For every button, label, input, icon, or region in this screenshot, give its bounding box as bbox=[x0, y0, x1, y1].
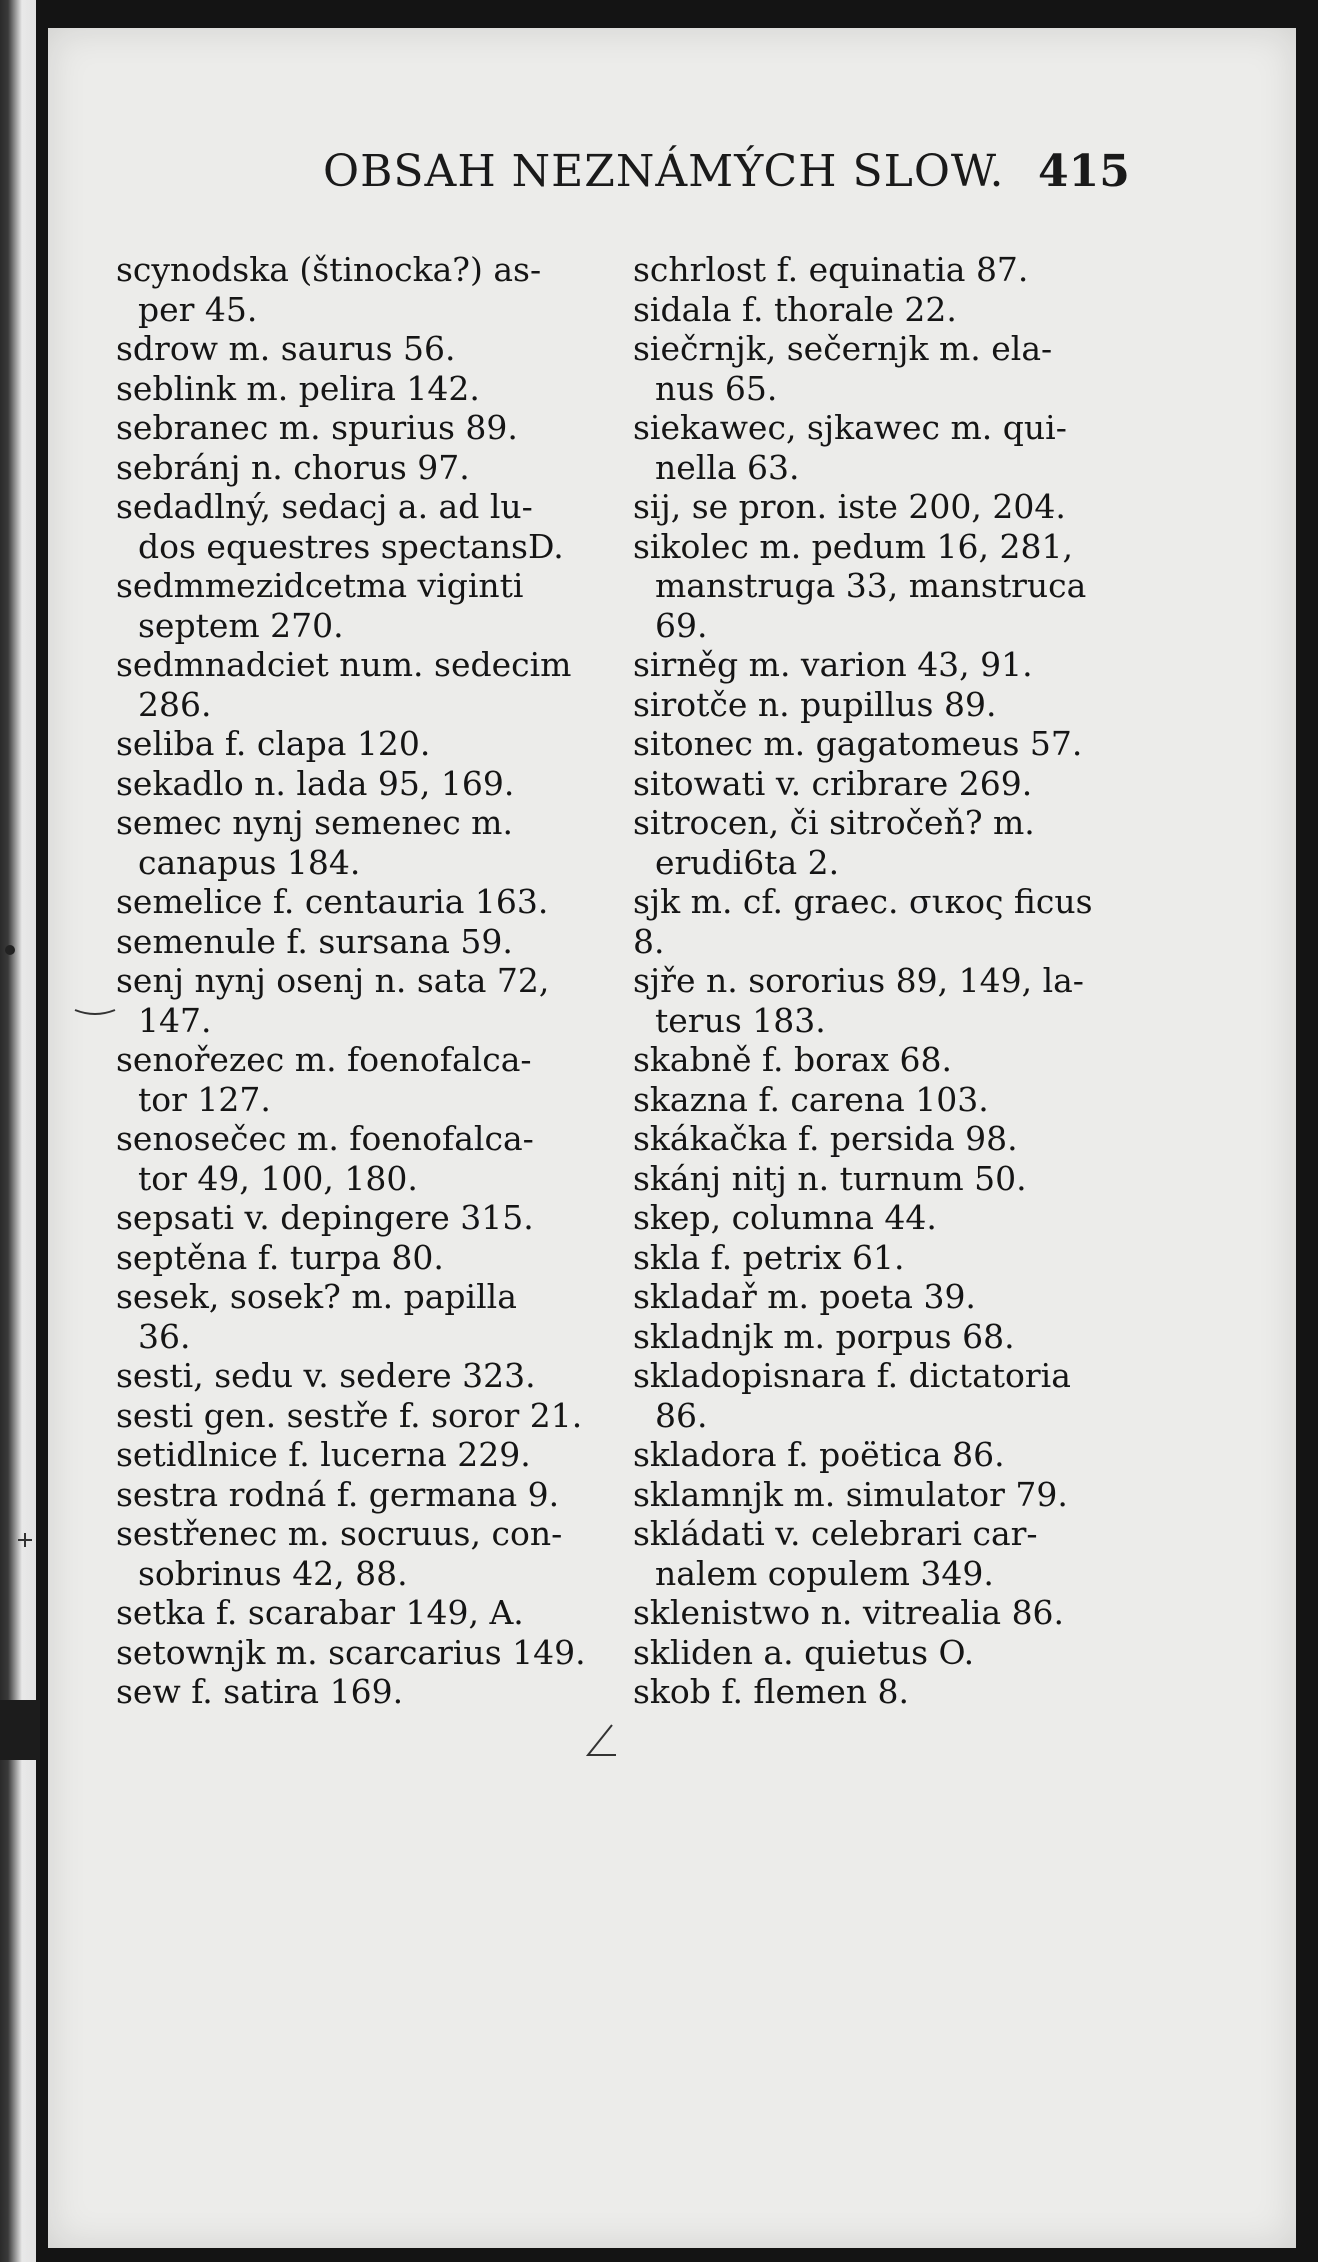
left-entry-line: 36. bbox=[138, 1316, 191, 1356]
left-entry-line: septěna f. turpa 80. bbox=[116, 1237, 444, 1277]
right-entry-line: skep, columna 44. bbox=[633, 1198, 937, 1237]
right-entry-line: skládati v. celebrari car- bbox=[633, 1514, 1038, 1553]
left-entry-line: sedmmezidcetma viginti bbox=[116, 566, 524, 605]
right-entry-line: skladora f. poëtica 86. bbox=[633, 1435, 1005, 1474]
left-entry-line: septem 270. bbox=[138, 605, 344, 645]
left-entry-line: 286. bbox=[138, 684, 212, 724]
right-entry-line: erudi6ta 2. bbox=[655, 842, 840, 882]
left-entry-line: 147. bbox=[138, 1000, 212, 1040]
page-number: 415 bbox=[1038, 146, 1130, 197]
right-entry-line: sitrocen, či sitročeň? m. bbox=[633, 803, 1035, 842]
left-entry-line: scynodska (štinocka?) as- bbox=[116, 250, 542, 289]
left-entry-line: sebranec m. spurius 89. bbox=[116, 408, 518, 447]
right-entry-line: sitowati v. cribrare 269. bbox=[633, 763, 1033, 803]
left-entry-line: sedmnadciet num. sedecim bbox=[116, 645, 572, 684]
right-entry-line: 69. bbox=[655, 605, 708, 645]
left-entry-line: sebránj n. chorus 97. bbox=[116, 447, 470, 487]
right-entry-line: skladnjk m. porpus 68. bbox=[633, 1316, 1015, 1356]
right-entry-line: skabně f. borax 68. bbox=[633, 1040, 953, 1079]
left-entry-line: sepsati v. depingere 315. bbox=[116, 1198, 534, 1237]
left-entry-line: senořezec m. foenofalca- bbox=[116, 1040, 532, 1079]
right-entry-line: nella 63. bbox=[655, 447, 800, 487]
left-entry-line: sesek, sosek? m. papilla bbox=[116, 1277, 517, 1316]
book-page bbox=[48, 28, 1296, 2248]
left-entry-line: senj nynj osenj n. sata 72, bbox=[116, 961, 550, 1000]
left-entry-line: semec nynj semenec m. bbox=[116, 803, 513, 842]
right-entry-line: skazna f. carena 103. bbox=[633, 1079, 989, 1119]
left-entry-line: canapus 184. bbox=[138, 842, 361, 882]
running-title: OBSAH NEZNÁMÝCH SLOW. bbox=[323, 146, 1005, 197]
left-entry-line: sew f. satira 169. bbox=[116, 1672, 404, 1711]
right-entry-line: terus 183. bbox=[655, 1000, 826, 1040]
adjacent-page-edge bbox=[0, 0, 36, 2262]
right-entry-line: skliden a. quietus O. bbox=[633, 1632, 975, 1672]
left-entry-line: sesti, sedu v. sedere 323. bbox=[116, 1356, 536, 1395]
right-entry-line: schrlost f. equinatia 87. bbox=[633, 250, 1029, 289]
right-entry-line: nalem copulem 349. bbox=[655, 1553, 994, 1593]
left-entry-line: semelice f. centauria 163. bbox=[116, 882, 549, 921]
left-entry-line: per 45. bbox=[138, 289, 258, 329]
right-entry-line: skánj nitj n. turnum 50. bbox=[633, 1158, 1027, 1198]
left-entry-line: senosečec m. foenofalca- bbox=[116, 1119, 534, 1158]
left-entry-line: sedadlný, sedacj a. ad lu- bbox=[116, 487, 533, 526]
right-entry-line: sikolec m. pedum 16, 281, bbox=[633, 526, 1073, 566]
right-entry-line: sklamnjk m. simulator 79. bbox=[633, 1474, 1068, 1514]
left-entry-line: sesti gen. sestře f. soror 21. bbox=[116, 1395, 583, 1435]
left-entry-line: tor 127. bbox=[138, 1079, 271, 1119]
right-entry-line: sklenistwo n. vitrealia 86. bbox=[633, 1593, 1065, 1632]
page-header bbox=[48, 146, 1296, 216]
right-entry-line: sirněg m. varion 43, 91. bbox=[633, 645, 1033, 684]
right-entry-line: sjře n. sororius 89, 149, la- bbox=[633, 961, 1084, 1000]
left-entry-line: sestra rodná f. germana 9. bbox=[116, 1474, 560, 1514]
right-entry-line: sij, se pron. iste 200, 204. bbox=[633, 487, 1066, 526]
left-entry-line: setownjk m. scarcarius 149. bbox=[116, 1632, 586, 1672]
right-entry-line: siečrnjk, sečernjk m. ela- bbox=[633, 329, 1053, 368]
left-entry-line: seliba f. clapa 120. bbox=[116, 724, 431, 763]
right-entry-line: skladopisnara f. dictatoria bbox=[633, 1356, 1071, 1395]
right-entry-line: sidala f. thorale 22. bbox=[633, 289, 957, 329]
right-entry-line: sitonec m. gagatomeus 57. bbox=[633, 724, 1083, 763]
left-column bbox=[116, 250, 644, 1712]
right-entry-line: 86. bbox=[655, 1395, 708, 1435]
left-entry-line: dos equestres spectansD. bbox=[138, 526, 564, 566]
left-entry-line: sekadlo n. lada 95, 169. bbox=[116, 763, 515, 803]
right-entry-line: sirotče n. pupillus 89. bbox=[633, 684, 997, 724]
left-entry-line: seblink m. pelira 142. bbox=[116, 368, 480, 408]
right-entry-line: skladař m. poeta 39. bbox=[633, 1277, 976, 1316]
right-entry-line: skla f. petrix 61. bbox=[633, 1237, 905, 1277]
left-entry-line: setidlnice f. lucerna 229. bbox=[116, 1435, 531, 1474]
left-entry-line: sobrinus 42, 88. bbox=[138, 1553, 408, 1593]
left-entry-line: setka f. scarabar 149, A. bbox=[116, 1593, 524, 1632]
right-entry-line: 8. bbox=[633, 921, 665, 961]
right-entry-line: sjk m. cf. graec. σικος ficus bbox=[633, 882, 1093, 921]
right-entry-line: skákačka f. persida 98. bbox=[633, 1119, 1018, 1158]
right-entry-line: siekawec, sjkawec m. qui- bbox=[633, 408, 1067, 447]
right-entry-line: manstruga 33, manstruca bbox=[655, 566, 1087, 605]
right-entry-line: skob f. flemen 8. bbox=[633, 1672, 910, 1711]
right-entry-line: nus 65. bbox=[655, 368, 778, 408]
left-entry-line: sdrow m. saurus 56. bbox=[116, 329, 456, 368]
left-entry-line: semenule f. sursana 59. bbox=[116, 921, 513, 961]
left-entry-line: tor 49, 100, 180. bbox=[138, 1158, 418, 1198]
left-entry-line: sestřenec m. socruus, con- bbox=[116, 1514, 563, 1553]
right-column bbox=[633, 250, 1233, 1712]
